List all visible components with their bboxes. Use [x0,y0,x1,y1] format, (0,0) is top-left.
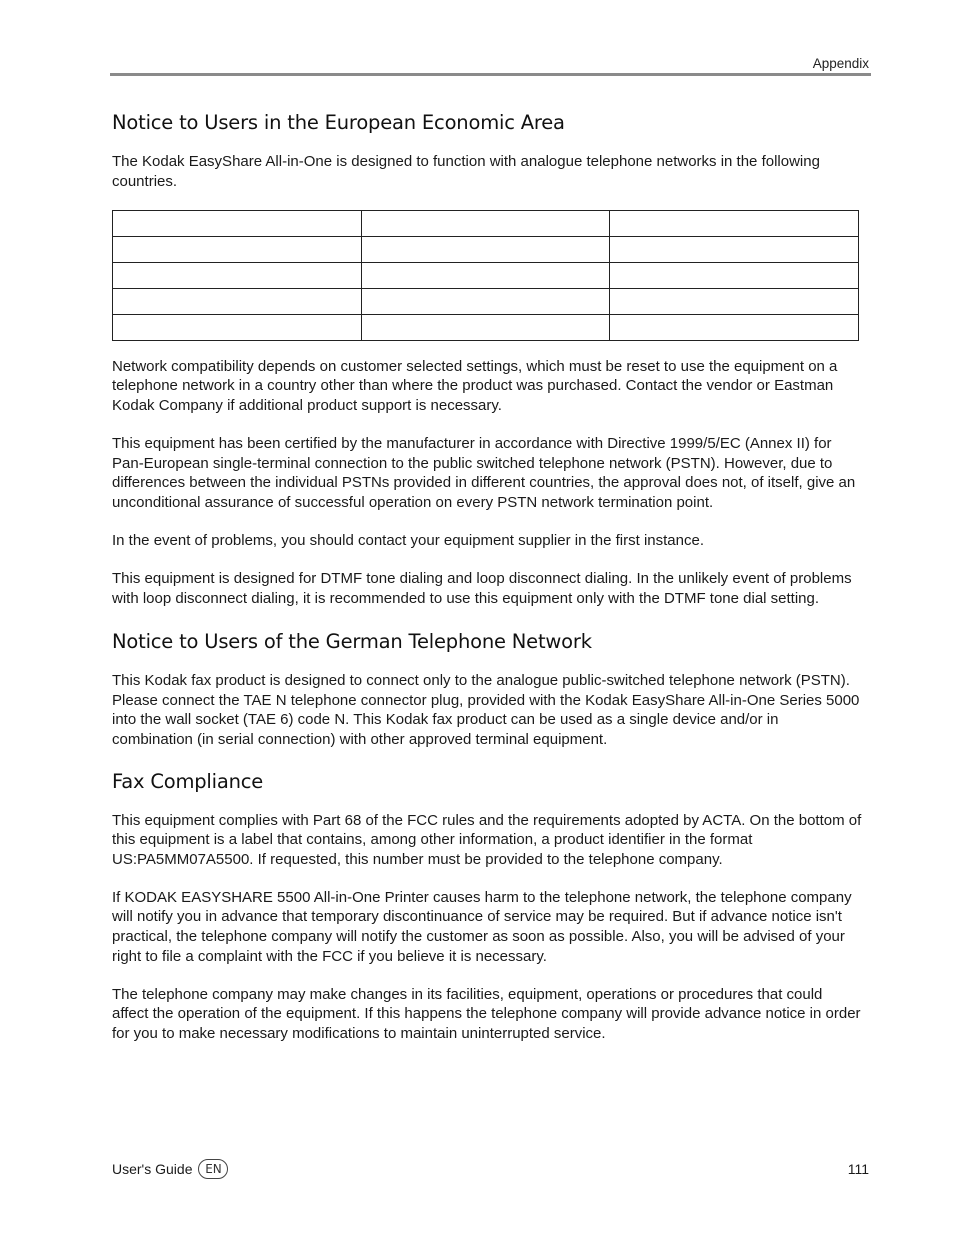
german-paragraph-1: This Kodak fax product is designed to connect only to the analogue public-switched telephone network (PSTN). Please connect the TAE N telephone connector plug, provided with the Kodak EasyShare All-in-One Series 5000 into the wall socket (TAE 6) code N. This Kodak fax product can be used as a single device and/or in combination (in serial connection) with other approved terminal equipment. [112,672,860,748]
table-cell [113,314,362,340]
eea-paragraph-4: This equipment is designed for DTMF tone dialing and loop disconnect dialing. In the unlikely event of problems with loop disconnect dialing, it is recommended to use this equipment only with the DTMF tone dial setting. [112,569,852,607]
table-row [113,210,859,236]
heading-eea: Notice to Users in the European Economic Area [112,111,565,134]
table-cell [610,288,859,314]
running-header: Appendix [812,56,869,71]
table-cell [361,236,610,262]
table-cell [610,236,859,262]
fax-paragraph-3: The telephone company may make changes in its facilities, equipment, operations or procedures that could affect the operation of the equipment. If this happens the telephone company will provide advance notice in order for you to make necessary modifications to maintain uninterrupted service. [112,985,861,1042]
footer-guide [112,1159,228,1179]
heading-german: Notice to Users of the German Telephone Network [112,630,592,654]
table-cell [113,210,362,236]
eea-intro: The Kodak EasyShare All-in-One is designed to function with analogue telephone networks in the following countries. [112,153,820,190]
table-cell [361,262,610,288]
table-row [113,288,859,314]
eea-paragraph-1: Network compatibility depends on customer selected settings, which must be reset to use the equipment on a telephone network in a country other than where the product was purchased. Contact the vendor or Eastman Kodak Company if additional product support is necessary. [112,357,838,414]
table-cell [113,236,362,262]
eea-paragraph-3: In the event of problems, you should contact your equipment supplier in the first instance. [112,531,705,549]
language-badge-icon: EN [198,1159,228,1179]
table-cell [113,262,362,288]
table-row [113,314,859,340]
eea-paragraph-2: This equipment has been certified by the manufacturer in accordance with Directive 1999/5/EC (Annex II) for Pan-European single-terminal connection to the public switched telephone network (PSTN). However, due to differences between the individual PSTNs provided in different countries, the approval does not, of itself, give an unconditional assurance of successful operation on every PSTN network termination point. [112,434,856,511]
footer-guide-label: User's Guide [112,1161,193,1177]
fax-paragraph-1: This equipment complies with Part 68 of the FCC rules and the requirements adopted by ACTA. On the bottom of this equipment is a label that contains, among other information, a product identifier in the format US:PA5MM07A5500. If requested, this number must be provided to the telephone company. [112,811,862,868]
table-cell [361,314,610,340]
table-row [113,262,859,288]
countries-table [112,210,859,341]
table-cell [610,210,859,236]
table-cell [361,288,610,314]
table-cell [610,314,859,340]
fax-paragraph-2: If KODAK EASYSHARE 5500 All-in-One Printer causes harm to the telephone network, the telephone company will notify you in advance that temporary discontinuance of service may be required. But if advance notice isn't practical, the telephone company will notify the customer as soon as possible. Also, you will be advised of your right to file a complaint with the FCC if you believe it is necessary. [112,888,852,965]
page-content [112,111,862,1062]
table-row [113,236,859,262]
table-cell [361,210,610,236]
heading-fax: Fax Compliance [112,769,264,793]
header-rule [110,73,871,76]
table-cell [113,288,362,314]
table-cell [610,262,859,288]
page-number: 111 [847,1161,869,1177]
